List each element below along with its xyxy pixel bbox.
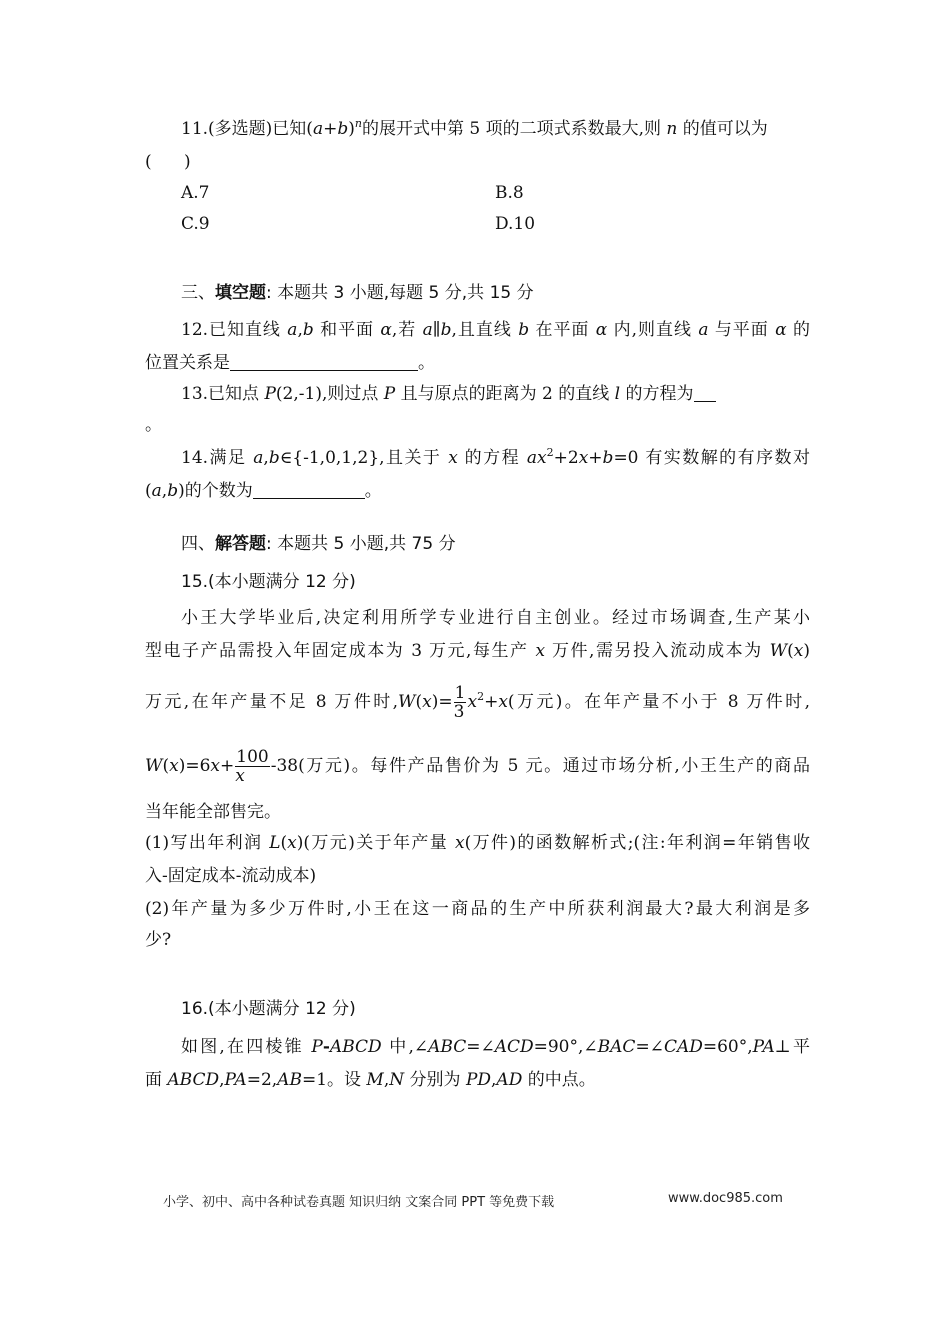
q15-sub1-line-2: 入-固定成本-流动成本) [145, 866, 317, 886]
q12-answer-blank[interactable] [230, 352, 418, 371]
q15-para-line-1: 小王大学毕业后,决定利用所学专业进行自主创业。经过市场调查,生产某小 [181, 608, 810, 628]
q14-answer-blank[interactable] [253, 480, 365, 499]
q11-stem: 11.(多选题)已知$(a+b)^n$的展开式中第 5 项的二项式系数最大,则 n 的值可以为 [181, 117, 768, 139]
q14-line-1: 14.满足 a,b∈{-1,0,1,2},且关于 x 的方程 $ax^2+2x+b=0$ 有实数解的有序数对 [181, 446, 810, 468]
q12-line-2: 位置关系是 。 [145, 353, 435, 373]
q16-title: 16.(本小题满分 12 分) [181, 999, 356, 1019]
q11-option-a: A.7 [181, 183, 210, 203]
q15-para-line-3: 万元,在年产量不足 8 万件时,W(x)= $\frac{1}{3}$ $x^2+x$(万元)。在年产量不小于 8 万件时, [145, 683, 810, 722]
q15-para-line-4: W(x)=6x+ $\frac{100}{x}$ -38(万元)。每件产品售价为 5 元。通过市场分析,小王生产的商品 [145, 747, 810, 786]
q13-line-2: 。 [145, 415, 162, 435]
q14-line-2: (a,b)的个数为 。 [145, 481, 382, 501]
page-footer [163, 1191, 803, 1210]
fraction-100-over-x: $\frac{100}{x}$ [235, 747, 269, 786]
q16-line-1: 如图,在四棱锥 P-ABCD 中,∠ABC=∠ACD=90°,∠BAC=∠CAD=60°,PA⊥平 [181, 1037, 810, 1057]
q15-para-line-5: 当年能全部售完。 [145, 802, 281, 822]
q11-answer-paren: ( ) [145, 152, 191, 172]
footer-text: 小学、初中、高中各种试卷真题 知识归纳 文案合同 PPT 等免费下载 [163, 1195, 555, 1210]
q11-option-b: B.8 [495, 183, 524, 203]
q15-sub2-line-1: (2)年产量为多少万件时,小王在这一商品的生产中所获利润最大?最大利润是多 [145, 899, 810, 919]
q13-line-1: 13.已知点 P(2,-1),则过点 P 且与原点的距离为 2 的直线 l 的方程为 [181, 382, 810, 406]
q12-line-1: 12.已知直线 a,b 和平面 α,若 a∥b,且直线 b 在平面 α 内,则直线 a 与平面 α 的 [181, 320, 811, 340]
q15-sub2-line-2: 少? [145, 930, 172, 950]
q15-sub1-line-1: (1)写出年利润 L(x)(万元)关于年产量 x(万件)的函数解析式;(注:年利润=年销售收 [145, 833, 810, 853]
footer-site-link[interactable]: www.doc985.com [668, 1191, 783, 1206]
section-4-heading: 四、解答题: 本题共 5 小题,共 75 分 [181, 534, 456, 554]
q13-answer-blank[interactable] [694, 383, 716, 402]
q15-para-line-2: 型电子产品需投入年固定成本为 3 万元,每生产 x 万件,需另投入流动成本为 W(x) [145, 641, 810, 661]
q16-line-2: 面 ABCD,PA=2,AB=1。设 M,N 分别为 PD,AD 的中点。 [145, 1070, 596, 1090]
fraction-one-third: $\frac{1}{3}$ [453, 683, 466, 722]
q11-option-c: C.9 [181, 214, 210, 234]
section-3-heading: 三、填空题: 本题共 3 小题,每题 5 分,共 15 分 [181, 283, 534, 303]
q11-option-d: D.10 [495, 214, 536, 234]
q15-title: 15.(本小题满分 12 分) [181, 572, 356, 592]
